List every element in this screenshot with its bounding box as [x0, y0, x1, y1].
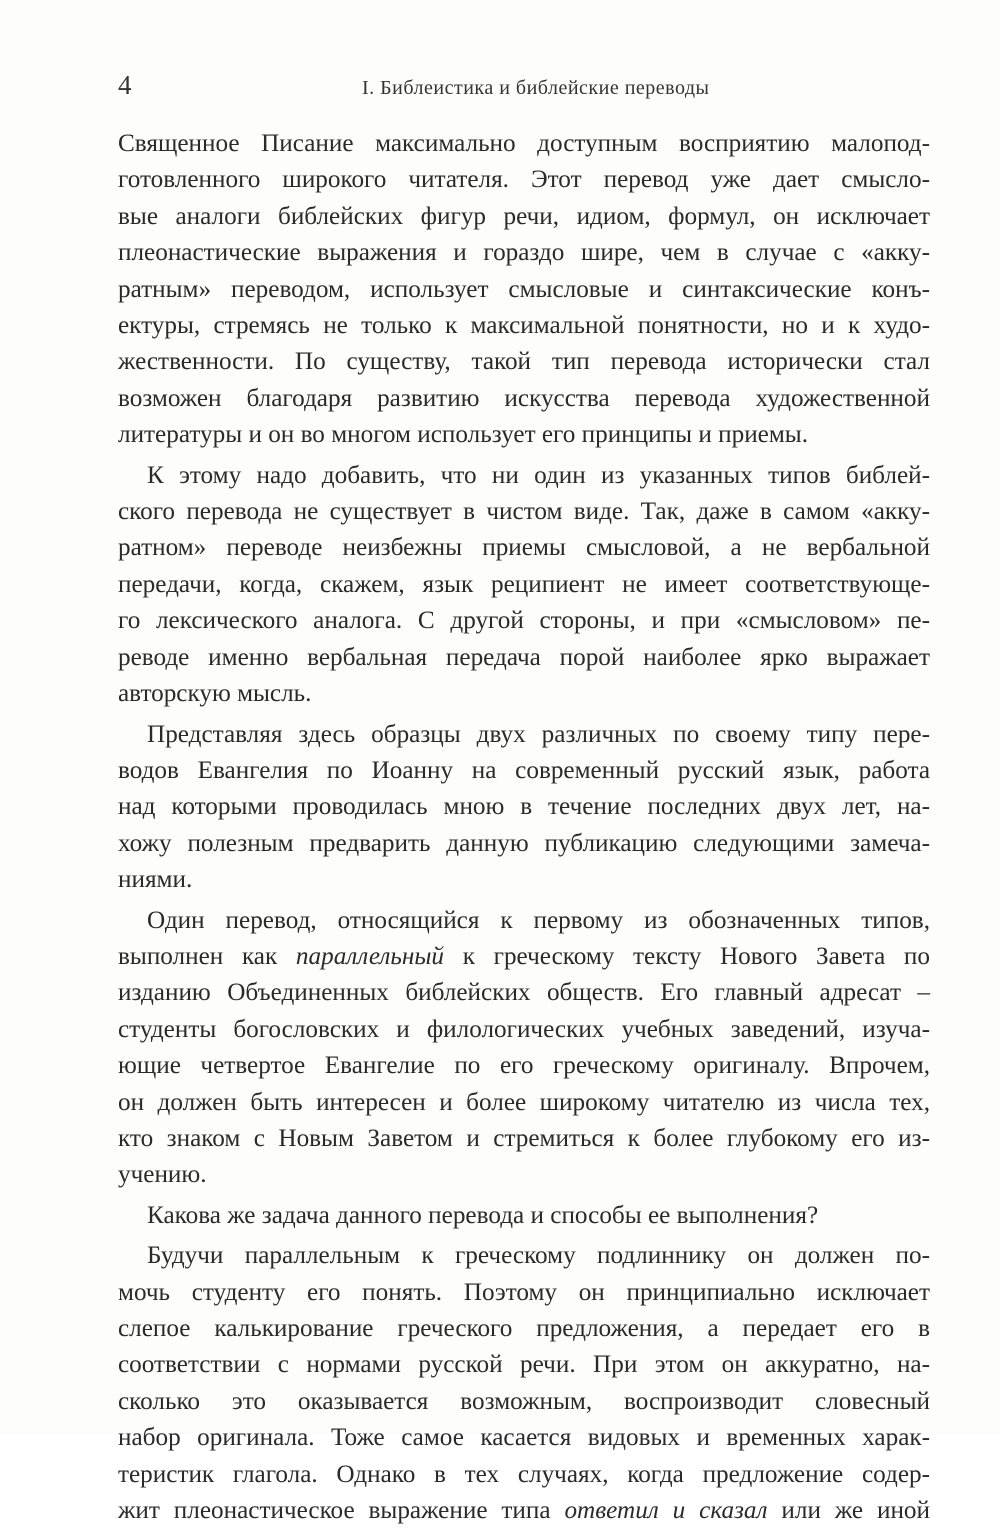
paragraph: [118, 1198, 930, 1234]
running-head: [118, 70, 930, 106]
text-line: Какова же задача данного перевода и способы ее выполнения?: [147, 1201, 819, 1229]
text-line: плеонастические выражения и гораздо шире, чем в случае с «акку-: [118, 239, 930, 267]
text-run: к греческому тексту Нового Завета по: [462, 942, 931, 970]
paragraph: [118, 458, 930, 713]
text-line: ющие четвертое Евангелие по его греческому оригиналу. Впрочем,: [118, 1052, 930, 1080]
text-line: учению.: [118, 1161, 207, 1189]
text-line: литературы и он во многом использует его принципы и приемы.: [118, 421, 809, 449]
text-line: ниями.: [118, 866, 193, 894]
paragraph: [118, 1238, 930, 1529]
text-line: теристик глагола. Однако в тех случаях, когда предложение содер-: [118, 1460, 930, 1488]
italic-term: ответил и сказал: [564, 1497, 768, 1525]
text-line: кто знаком с Новым Заветом и стремиться к более глубокому его из-: [118, 1124, 930, 1152]
text-line: ского перевода не существует в чистом виде. Так, даже в самом «акку-: [118, 498, 930, 526]
text-line: ратным» переводом, использует смысловые и синтаксические конъ-: [118, 275, 930, 303]
text-line: ратном» переводе неизбежны приемы смысловой, а не вербальной: [118, 534, 930, 562]
text-line: возможен благодаря развитию искусства перевода художественной: [118, 384, 930, 412]
body-text: [118, 126, 930, 1529]
paragraph: [118, 126, 930, 454]
text-line: слепое калькирование греческого предложения, а передает его в: [118, 1315, 930, 1342]
text-line: соответствии с нормами русской речи. При этом он аккуратно, на-: [118, 1351, 930, 1379]
text-line: жественности. По существу, такой тип перевода исторически стал: [118, 348, 930, 376]
text-line: он должен быть интересен и более широкому читателю из числа тех,: [118, 1088, 930, 1116]
text-line: над которыми проводилась мною в течение последних двух лет, на-: [118, 793, 930, 821]
page-number: 4: [118, 70, 132, 100]
italic-term: параллельный: [295, 942, 445, 970]
paragraph: [118, 903, 930, 1194]
text-line: ектуры, стремясь не только к максимальной понятности, но и к худо-: [118, 312, 930, 340]
text-run: выполнен как: [118, 942, 278, 970]
text-run: или же иной: [781, 1497, 931, 1525]
text-line: К этому надо добавить, что ни один из указанных типов библей-: [147, 461, 930, 489]
text-line: хожу полезным предварить данную публикацию следующими замеча-: [118, 829, 930, 857]
paragraph: [118, 717, 930, 899]
text-line: [118, 1493, 930, 1529]
text-line: набор оригинала. Тоже самое касается видовых и временных харак-: [118, 1424, 930, 1452]
text-line: водов Евангелия по Иоанну на современный русский язык, работа: [118, 756, 930, 784]
text-line: готовленного широкого читателя. Этот перевод уже дает смысло-: [118, 166, 930, 194]
text-line: студенты богословских и филологических учебных заведений, изуча-: [118, 1015, 930, 1043]
text-line: авторскую мысль.: [118, 680, 312, 708]
text-run: жит плеонастическое выражение типа: [118, 1497, 551, 1525]
text-line: реводе именно вербальная передача порой наиболее ярко выражает: [118, 643, 930, 671]
text-line: [118, 939, 930, 975]
text-line: Священное Писание максимально доступным восприятию малопод-: [118, 130, 930, 157]
text-line: изданию Объединенных библейских обществ. Его главный адресат –: [118, 979, 930, 1007]
running-title: I. Библеистика и библейские переводы: [362, 77, 710, 99]
text-line: передачи, когда, скажем, язык реципиент не имеет соответствующе-: [118, 570, 930, 598]
text-line: сколько это оказывается возможным, воспроизводит словесный: [118, 1387, 930, 1415]
text-line: Будучи параллельным к греческому подлиннику он должен по-: [147, 1242, 930, 1270]
text-line: Один перевод, относящийся к первому из обозначенных типов,: [147, 906, 930, 934]
text-line: го лексического аналога. С другой стороны, и при «смысловом» пе-: [118, 607, 930, 635]
text-line: мочь студенту его понять. Поэтому он принципиально исключает: [118, 1278, 930, 1306]
text-line: вые аналоги библейских фигур речи, идиом, формул, он исключает: [118, 202, 930, 230]
text-line: Представляя здесь образцы двух различных по своему типу пере-: [147, 720, 930, 748]
